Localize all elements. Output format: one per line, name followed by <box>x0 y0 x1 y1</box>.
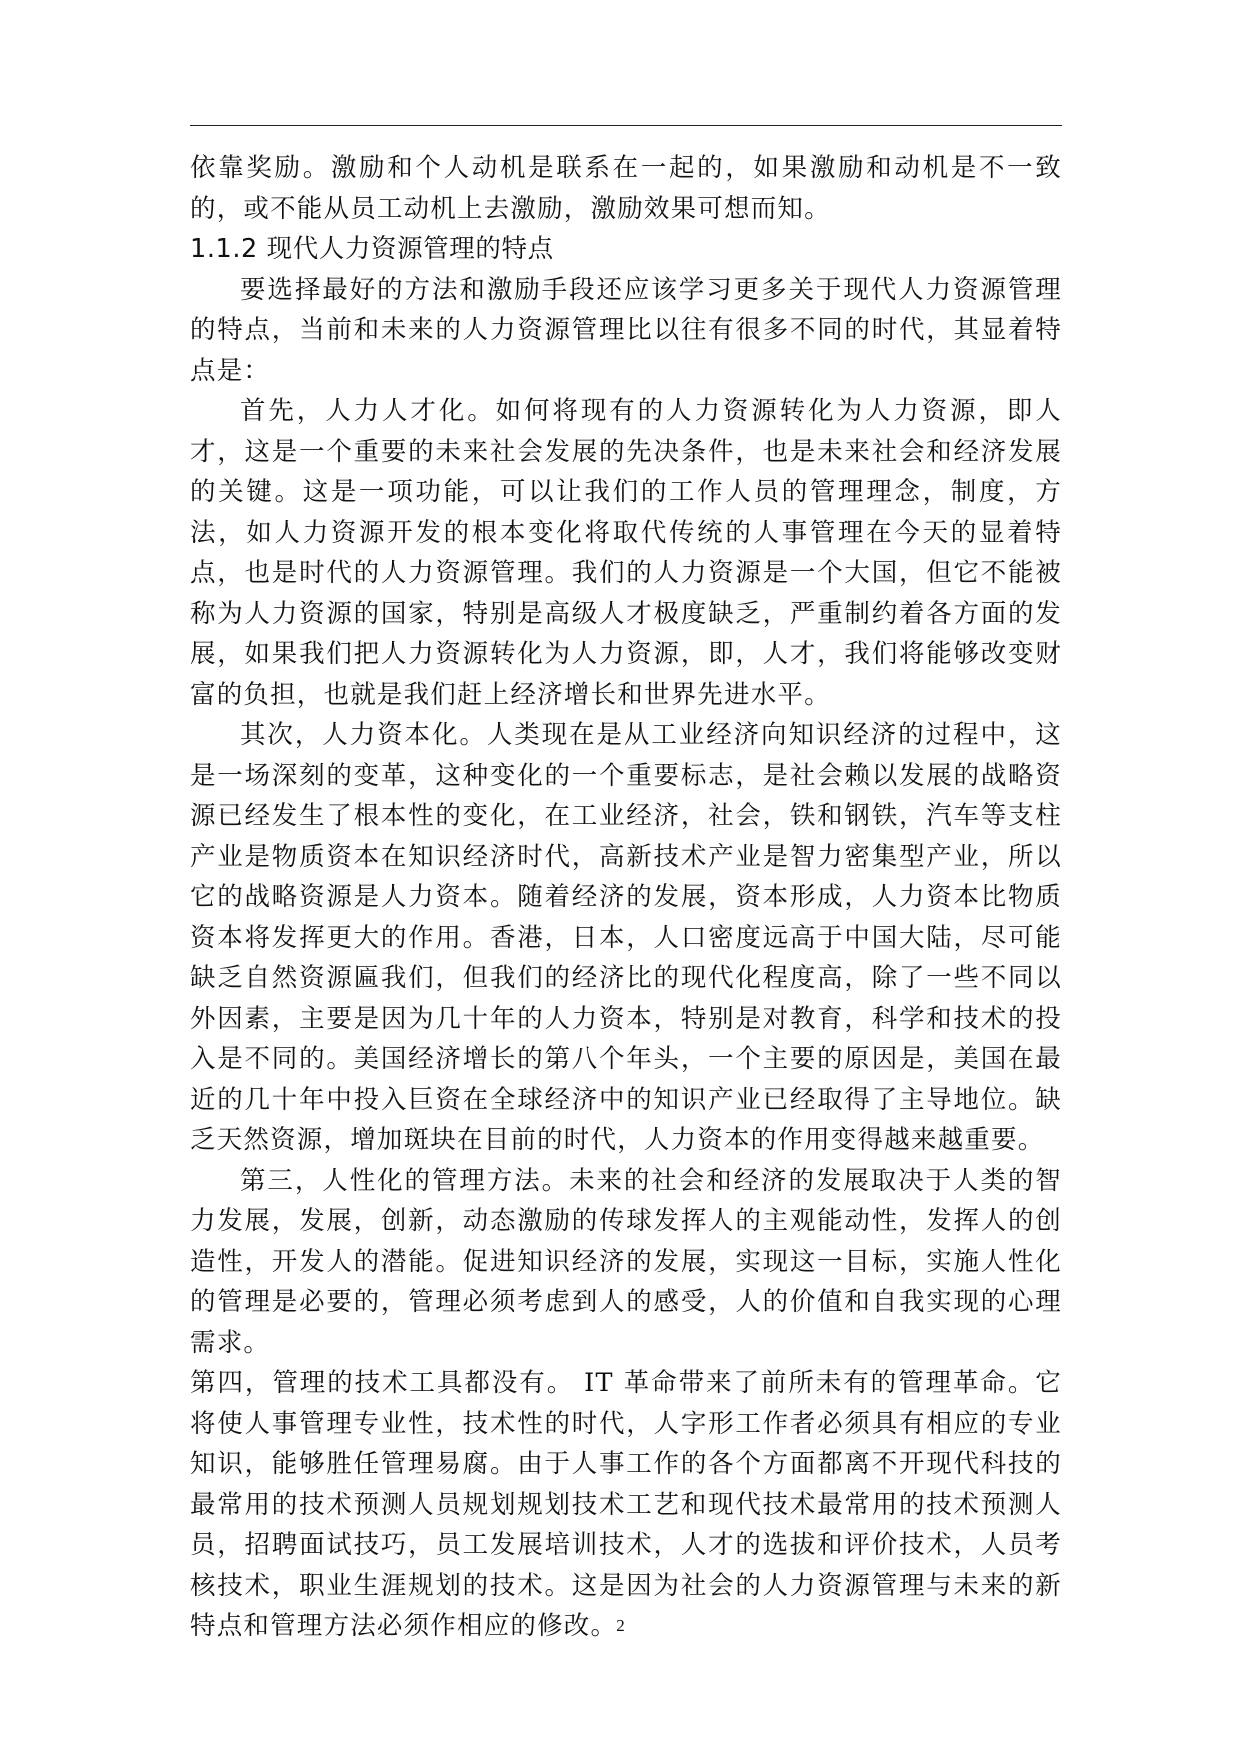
paragraph-fourth: 第四，管理的技术工具都没有。 IT 革命带来了前所未有的管理革命。它将使人事管理专业性，技术性的时代，人字形工作者必须具有相应的专业知识，能够胜任管理易腐。由于人事工作的各个方面都离不开现代科技的最常用的技术预测人员规划规划技术工艺和现代技术最常用的技术预测人员，招聘面试技巧，员工发展培训技术，人才的选拔和评价技术，人员考核技术，职业生涯规划的技术。这是因为社会的人力资源管理与未来的新特点和管理方法必须作相应的修改。 <box>190 1368 1062 1641</box>
paragraph-continuation: 依靠奖励。激励和个人动机是联系在一起的，如果激励和动机是不一致的，或不能从员工动机上去激励，激励效果可想而知。 <box>190 153 1062 224</box>
paragraph-third: 第三，人性化的管理方法。未来的社会和经济的发展取决于人类的智力发展，发展，创新，动态激励的传球发挥人的主观能动性，发挥人的创造性，开发人的潜能。促进知识经济的发展，实现这一目标，实施人性化的管理是必要的，管理必须考虑到人的感受，人的价值和自我实现的心理需求。 <box>190 1165 1062 1358</box>
paragraph-first: 首先，人力人才化。如何将现有的人力资源转化为人力资源，即人才，这是一个重要的未来社会发展的先决条件，也是未来社会和经济发展的关键。这是一项功能，可以让我们的工作人员的管理理念，制度，方法，如人力资源开发的根本变化将取代传统的人事管理在今天的显着特点，也是时代的人力资源管理。我们的人力资源是一个大国，但它不能被称为人力资源的国家，特别是高级人才极度缺乏，严重制约着各方面的发展，如果我们把人力资源转化为人力资源，即，人才，我们将能够改变财富的负担，也就是我们赶上经济增长和世界先进水平。 <box>190 396 1062 710</box>
paragraph-intro: 要选择最好的方法和激励手段还应该学习更多关于现代人力资源管理的特点，当前和未来的人力资源管理比以往有很多不同的时代，其显着特点是： <box>190 274 1062 386</box>
page-number: 2 <box>616 1616 625 1635</box>
page-body <box>190 148 1062 1647</box>
paragraph-second: 其次，人力资本化。人类现在是从工业经济向知识经济的过程中，这是一场深刻的变革，这种变化的一个重要标志，是社会赖以发展的战略资源已经发生了根本性的变化，在工业经济，社会，铁和钢铁，汽车等支柱产业是物质资本在知识经济时代，高新技术产业是智力密集型产业，所以它的战略资源是人力资本。随着经济的发展，资本形成，人力资本比物质资本将发挥更大的作用。香港，日本，人口密度远高于中国大陆，尽可能缺乏自然资源匾我们，但我们的经济比的现代化程度高，除了一些不同以外因素，主要是因为几十年的人力资本，特别是对教育，科学和技术的投入是不同的。美国经济增长的第八个年头，一个主要的原因是，美国在最近的几十年中投入巨资在全球经济中的知识产业已经取得了主导地位。缺乏天然资源，增加斑块在目前的时代，人力资本的作用变得越来越重要。 <box>190 720 1062 1155</box>
header-rule <box>190 125 1062 126</box>
section-heading: 1.1.2 现代人力资源管理的特点 <box>190 234 554 264</box>
